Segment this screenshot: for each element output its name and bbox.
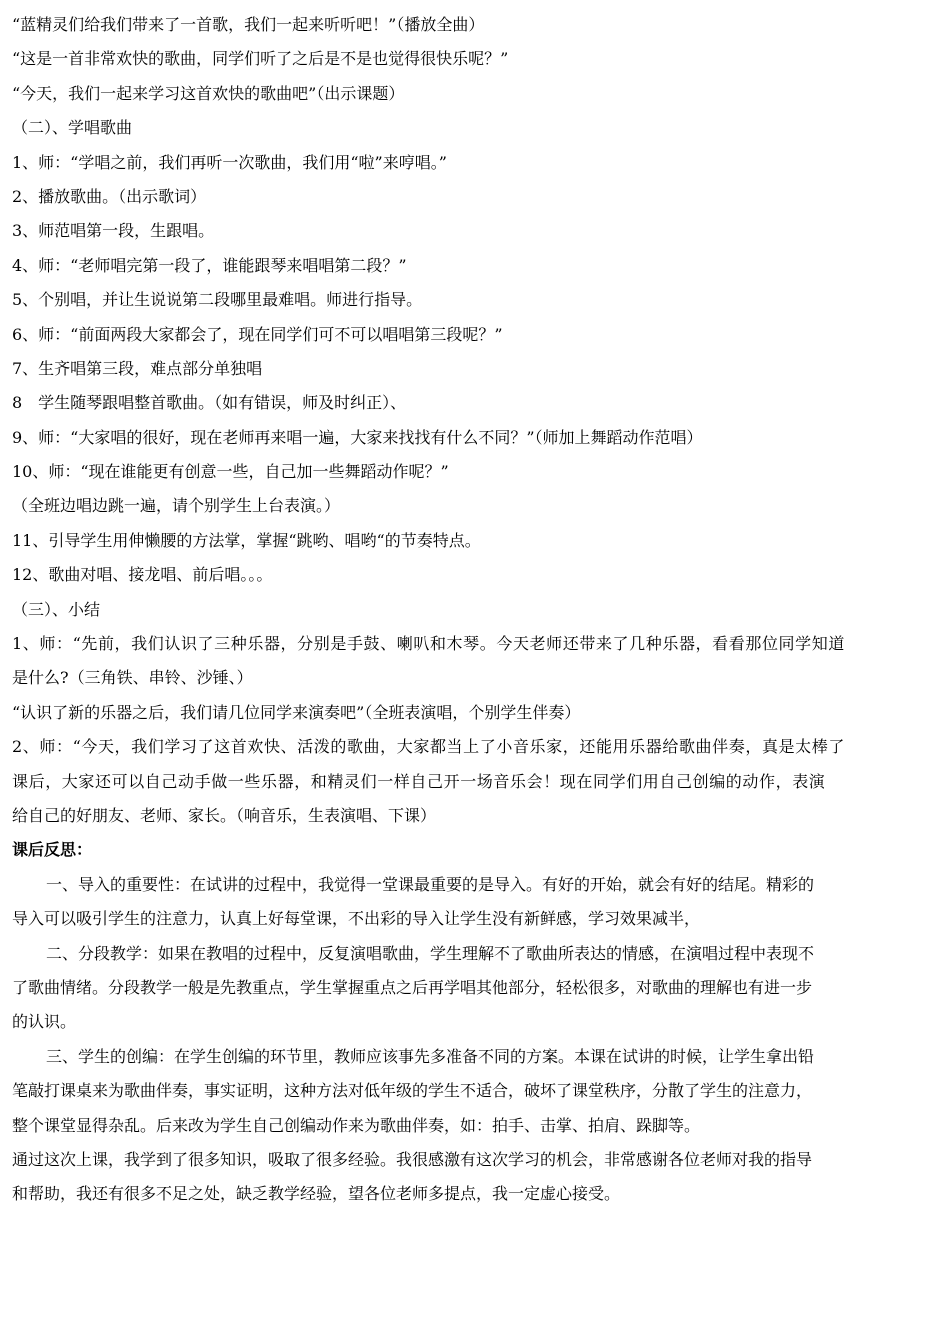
text-line: 3、师范唱第一段，生跟唱。 [12, 221, 215, 241]
reflection-section [12, 833, 938, 1211]
section-heading-summary: （三）、小结 [12, 599, 101, 619]
reflection-line: 导入可以吸引学生的注意力，认真上好每堂课，不出彩的导入让学生没有新鲜感，学习效果减半， [12, 909, 701, 929]
text-line: 7、生齐唱第三段，难点部分单独唱 [12, 358, 263, 378]
text-line: 6、师：“前面两段大家都会了，现在同学们可不可以唱唱第三段呢？” [12, 324, 503, 344]
reflection-heading: 课后反思： [12, 840, 93, 860]
text-line: 10、师：“现在谁能更有创意一些，自己加一些舞蹈动作呢？” [12, 462, 449, 482]
text-line: “这是一首非常欢快的歌曲，同学们听了之后是不是也觉得很快乐呢？” [12, 49, 509, 69]
text-line: “今天，我们一起来学习这首欢快的歌曲吧”（出示课题） [12, 83, 405, 103]
text-line: 1、师：“先前，我们认识了三种乐器，分别是手鼓、喇叭和木琴。今天老师还带来了几种乐器，看看那位同学知道 [12, 634, 845, 654]
reflection-line: 三、学生的创编：在学生创编的环节里，教师应该事先多准备不同的方案。本课在试讲的时候，让学生拿出铅 [46, 1046, 815, 1066]
text-line: 4、师：“老师唱完第一段了，谁能跟琴来唱唱第二段？” [12, 255, 407, 275]
text-line: （全班边唱边跳一遍，请个别学生上台表演。） [12, 496, 341, 516]
reflection-line: 的认识。 [12, 1012, 77, 1032]
text-line: 5、个别唱，并让生说说第二段哪里最难唱。师进行指导。 [12, 290, 423, 310]
text-line: 2、师：“今天，我们学习了这首欢快、活泼的歌曲，大家都当上了小音乐家，还能用乐器给歌曲伴奏，真是太棒了 [12, 737, 845, 757]
reflection-line: 笔敲打课桌来为歌曲伴奏，事实证明，这种方法对低年级的学生不适合，破坏了课堂秩序，分散了学生的注意力， [12, 1081, 813, 1101]
text-line: 1、师：“学唱之前，我们再听一次歌曲，我们用“啦”来哼唱。” [12, 152, 447, 172]
text-line: “蓝精灵们给我们带来了一首歌，我们一起来听听吧！”（播放全曲） [12, 15, 485, 34]
text-line: 给自己的好朋友、老师、家长。（响音乐，生表演唱、下课） [12, 805, 437, 825]
section-heading-learn-song: （二）、学唱歌曲 [12, 118, 133, 138]
reflection-line: 和帮助，我还有很多不足之处，缺乏教学经验，望各位老师多提点，我一定虚心接受。 [12, 1184, 621, 1204]
reflection-line: 一、导入的重要性：在试讲的过程中，我觉得一堂课最重要的是导入。有好的开始，就会有好的结尾。精彩的 [46, 874, 815, 894]
text-line: 2、播放歌曲。（出示歌词） [12, 186, 207, 206]
text-line: 9、师：“大家唱的很好，现在老师再来唱一遍，大家来找找有什么不同？”（师加上舞蹈动作范唱） [12, 427, 703, 447]
text-line: 8 学生随琴跟唱整首歌曲。（如有错误，师及时纠正）、 [12, 393, 407, 413]
reflection-line: 整个课堂显得杂乱。后来改为学生自己创编动作来为歌曲伴奏，如：拍手、击掌、拍肩、跺脚等。 [12, 1115, 701, 1135]
text-line: 是什么?（三角铁、串铃、沙锤、） [12, 668, 253, 688]
text-line: 课后，大家还可以自己动手做一些乐器，和精灵们一样自己开一场音乐会！现在同学们用自己创编的动作，表演 [12, 771, 826, 791]
reflection-line: 通过这次上课，我学到了很多知识，吸取了很多经验。我很感激有这次学习的机会，非常感谢各位老师对我的指导 [12, 1149, 813, 1169]
lesson-body [12, 8, 938, 833]
text-line: 11、引导学生用伸懒腰的方法掌，掌握“跳哟、唱哟“的节奏特点。 [12, 530, 481, 550]
text-line: “认识了新的乐器之后，我们请几位同学来演奏吧”（全班表演唱，个别学生伴奏） [12, 702, 581, 722]
reflection-line: 二、分段教学：如果在教唱的过程中，反复演唱歌曲，学生理解不了歌曲所表达的情感，在演唱过程中表现不 [46, 943, 815, 963]
reflection-line: 了歌曲情绪。分段教学一般是先教重点，学生掌握重点之后再学唱其他部分，轻松很多，对歌曲的理解也有进一步 [12, 977, 813, 997]
text-line: 12、歌曲对唱、接龙唱、前后唱。。。 [12, 565, 273, 585]
